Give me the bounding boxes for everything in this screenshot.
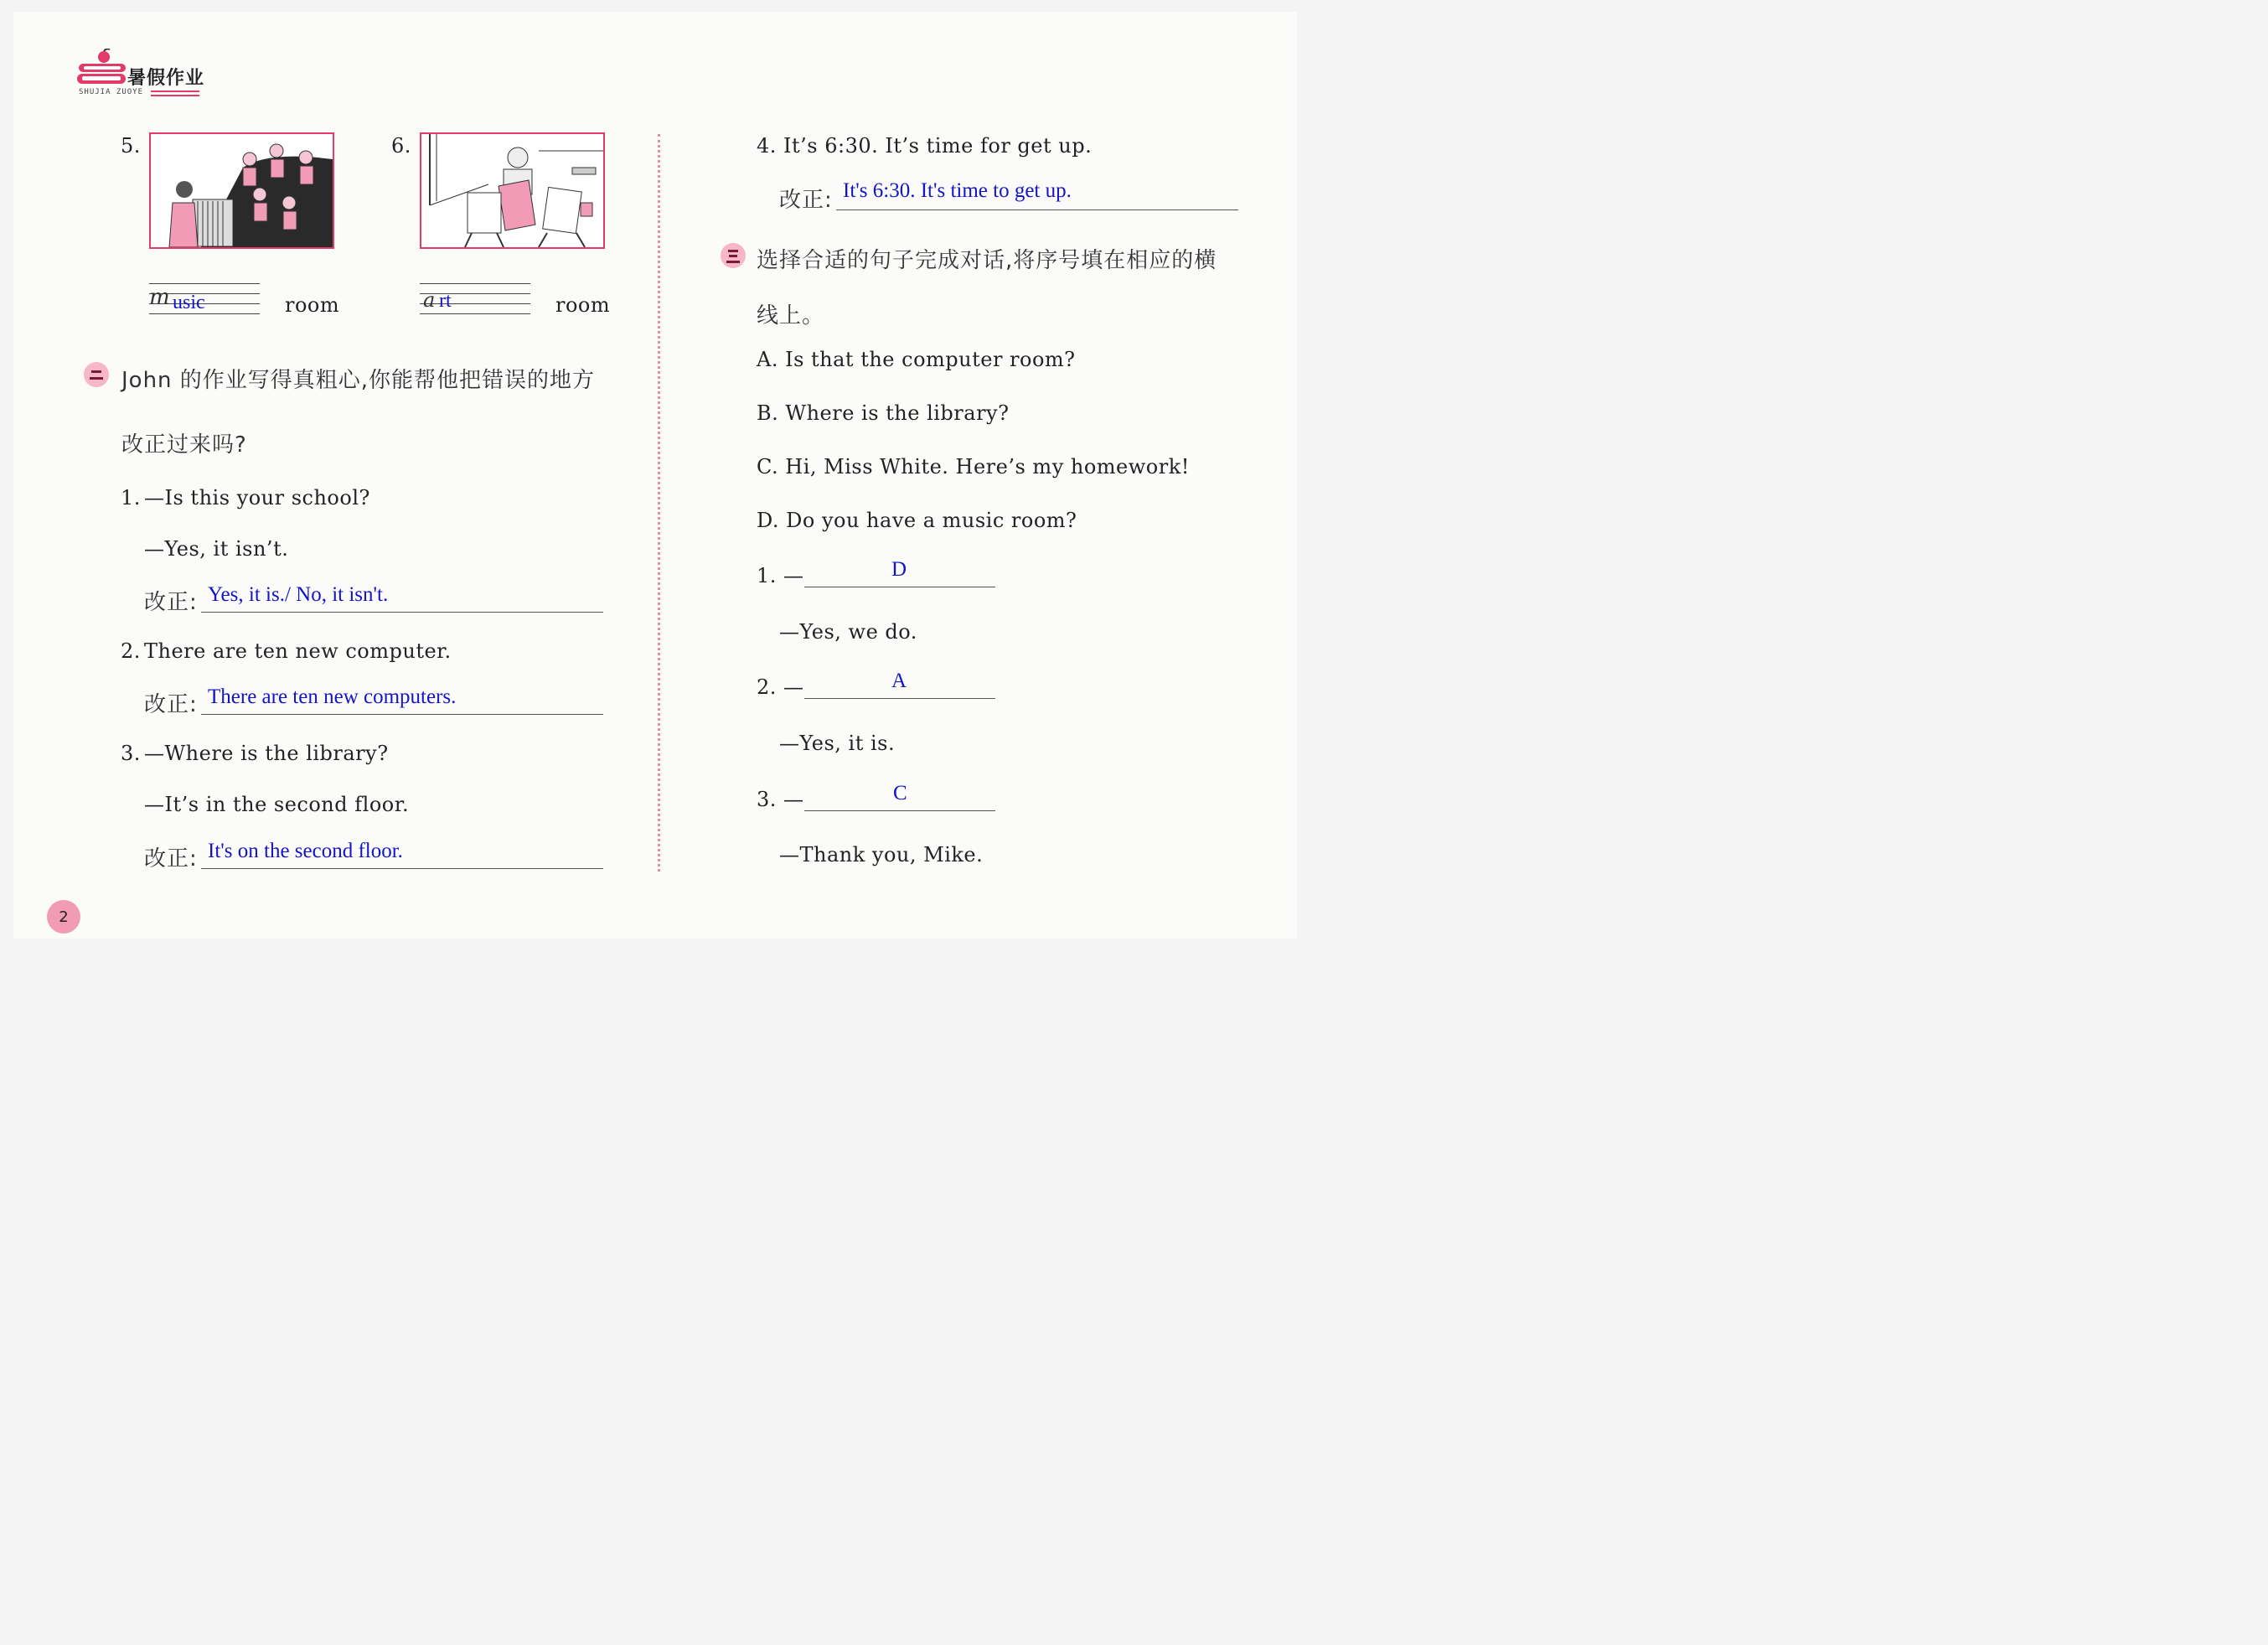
dialog-3-reply: —Thank you, Mike. — [779, 843, 984, 866]
q6-answer: rt — [439, 290, 452, 312]
item-2-answer: There are ten new computers. — [208, 685, 457, 708]
logo — [75, 49, 209, 101]
item-3-answer: It's on the second floor. — [208, 840, 403, 862]
item-1-fix-label: 改正: — [144, 590, 198, 615]
dialog-3-answer: C — [893, 782, 907, 804]
dialog-2-reply: —Yes, it is. — [779, 732, 896, 755]
section-2-instruction-line-2: 改正过来吗? — [121, 432, 247, 458]
page-number: 2 — [47, 900, 80, 934]
logo-title: 暑假作业 — [127, 68, 205, 89]
item-2-question: There are ten new computer. — [144, 639, 452, 663]
music-room-picture — [149, 132, 334, 249]
item-3-question: —Where is the library? — [144, 742, 389, 765]
logo-subtitle: SHUJIA ZUOYE — [79, 88, 144, 96]
item-3-fix-label: 改正: — [144, 846, 198, 872]
option-b: B. Where is the library? — [757, 401, 1010, 425]
q6-number: 6. — [391, 134, 411, 158]
music-room-illustration — [151, 134, 333, 247]
item-2-number: 2. — [121, 639, 141, 663]
dialog-2-number: 2. — — [757, 675, 804, 699]
section-3-badge — [721, 243, 746, 268]
dialog-2-answer: A — [891, 670, 907, 692]
q6-room-label: room — [555, 293, 611, 317]
dialog-1-answer: D — [891, 558, 907, 581]
item-1-reply: —Yes, it isn’t. — [144, 537, 289, 561]
dialog-3-number: 3. — — [757, 788, 804, 811]
item-1-answer: Yes, it is./ No, it isn't. — [208, 583, 389, 606]
q6-handwritten-letter: a — [423, 288, 436, 312]
item-2-fix-label: 改正: — [144, 692, 198, 717]
section-2-instruction-line-1: John 的作业写得真粗心,你能帮他把错误的地方 — [121, 368, 596, 393]
column-divider — [658, 134, 660, 872]
art-room-picture — [420, 132, 605, 249]
item-4-question: 4. It’s 6:30. It’s time for get up. — [757, 134, 1093, 158]
logo-underline — [151, 91, 199, 92]
item-1-number: 1. — [121, 486, 141, 510]
dialog-1-reply: —Yes, we do. — [779, 620, 917, 644]
option-a: A. Is that the computer room? — [757, 348, 1076, 371]
section-2-badge — [84, 362, 109, 387]
logo-underline-2 — [151, 95, 199, 96]
q5-number: 5. — [121, 134, 141, 158]
section-3-instruction-line-1: 选择合适的句子完成对话,将序号填在相应的横 — [757, 248, 1217, 273]
section-3-instruction-line-2: 线上。 — [757, 303, 825, 328]
item-3-reply: —It’s in the second floor. — [144, 793, 410, 816]
q5-room-label: room — [285, 293, 340, 317]
q5-handwritten-letter: m — [149, 285, 170, 310]
art-room-illustration — [421, 134, 603, 247]
item-3-number: 3. — [121, 742, 141, 765]
books-apple-icon — [75, 49, 129, 87]
q5-answer: usic — [173, 292, 205, 313]
item-1-question: —Is this your school? — [144, 486, 370, 510]
q6-four-line-grid — [420, 283, 530, 322]
option-c: C. Hi, Miss White. Here’s my homework! — [757, 455, 1190, 478]
item-4-answer: It's 6:30. It's time to get up. — [843, 179, 1072, 202]
option-d: D. Do you have a music room? — [757, 509, 1077, 532]
item-4-fix-label: 改正: — [779, 188, 833, 213]
dialog-1-number: 1. — — [757, 564, 804, 587]
